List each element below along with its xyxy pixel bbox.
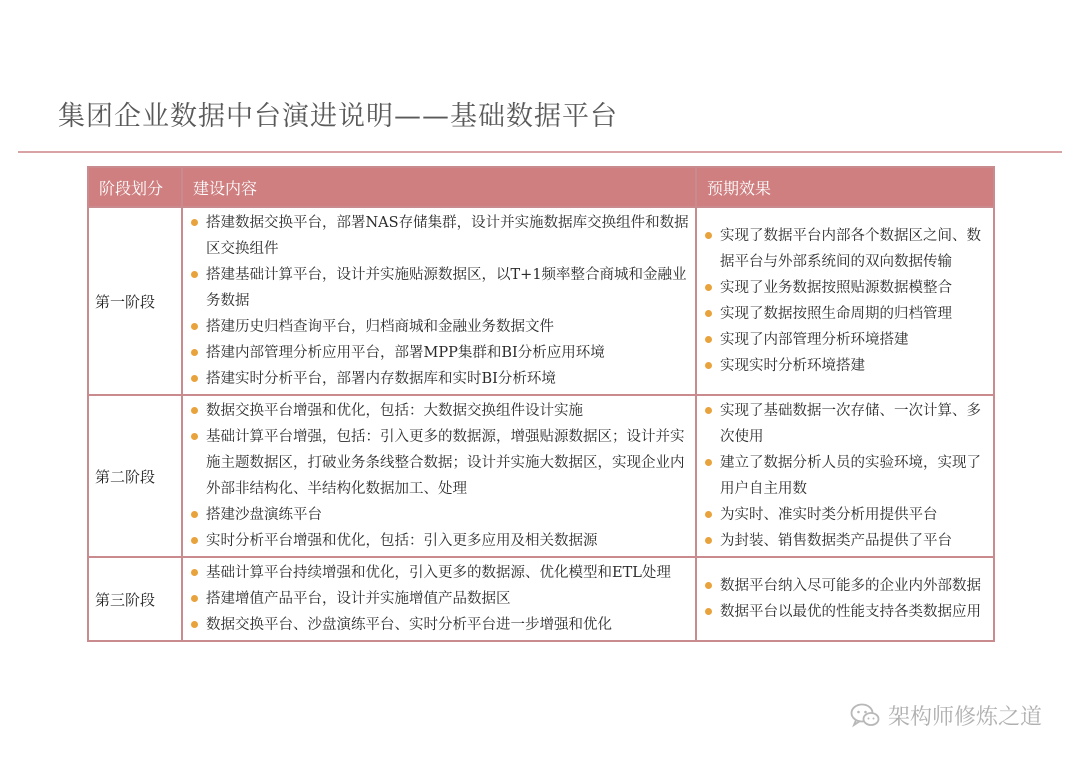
list-item	[703, 223, 987, 275]
list-item	[189, 502, 689, 528]
bullet-icon	[705, 459, 712, 466]
list-item	[703, 528, 987, 554]
effect-list	[703, 223, 987, 379]
list-item	[189, 314, 689, 340]
bullet-icon	[705, 310, 712, 317]
effect-cell	[696, 207, 994, 395]
content-list	[189, 210, 689, 392]
bullet-icon	[191, 569, 198, 576]
stage-table	[87, 166, 995, 642]
table-row	[88, 557, 994, 641]
effect-list	[703, 573, 987, 625]
list-item	[189, 398, 689, 424]
list-item-text: 搭建内部管理分析应用平台，部署MPP集群和BI分析应用环境	[206, 345, 605, 361]
bullet-icon	[705, 362, 712, 369]
list-item	[703, 327, 987, 353]
bullet-icon	[191, 511, 198, 518]
list-item	[189, 366, 689, 392]
bullet-icon	[191, 375, 198, 382]
list-item-text: 搭建数据交换平台，部署NAS存储集群，设计并实施数据库交换组件和数据区交换组件	[206, 215, 689, 257]
bullet-icon	[705, 336, 712, 343]
list-item	[703, 599, 987, 625]
list-item-text: 基础计算平台持续增强和优化，引入更多的数据源、优化模型和ETL处理	[206, 565, 671, 581]
list-item-text: 实时分析平台增强和优化，包括：引入更多应用及相关数据源	[206, 533, 598, 549]
wechat-icon	[850, 703, 880, 729]
bullet-icon	[191, 219, 198, 226]
list-item-text: 基础计算平台增强，包括：引入更多的数据源，增强贴源数据区；设计并实施主题数据区，打破业务条线整合数据；设计并实施大数据区，实现企业内外部非结构化、半结构化数据加工、处理	[206, 429, 685, 497]
watermark-text: 架构师修炼之道	[887, 705, 1042, 730]
bullet-icon	[191, 433, 198, 440]
list-item	[703, 353, 987, 379]
list-item	[189, 210, 689, 262]
table-row	[88, 395, 994, 557]
list-item-text: 数据交换平台、沙盘演练平台、实时分析平台进一步增强和优化	[206, 617, 612, 633]
list-item	[189, 528, 689, 554]
stage-label: 第三阶段	[88, 557, 182, 641]
bullet-icon	[191, 595, 198, 602]
list-item	[703, 398, 987, 450]
title-divider	[18, 151, 1062, 153]
content-cell	[182, 207, 696, 395]
content-cell	[182, 557, 696, 641]
bullet-icon	[705, 537, 712, 544]
list-item-text: 实现了业务数据按照贴源数据模整合	[720, 280, 952, 296]
list-item-text: 建立了数据分析人员的实验环境，实现了用户自主用数	[720, 455, 981, 497]
effect-cell	[696, 395, 994, 557]
list-item	[189, 560, 689, 586]
list-item	[703, 573, 987, 599]
bullet-icon	[705, 511, 712, 518]
list-item-text: 实现实时分析环境搭建	[720, 358, 865, 374]
table-header-row	[88, 167, 994, 207]
stage-label: 第二阶段	[88, 395, 182, 557]
bullet-icon	[191, 407, 198, 414]
list-item-text: 实现了基础数据一次存储、一次计算、多次使用	[720, 403, 981, 445]
list-item-text: 数据交换平台增强和优化，包括：大数据交换组件设计实施	[206, 403, 583, 419]
bullet-icon	[191, 323, 198, 330]
list-item-text: 为实时、准实时类分析用提供平台	[720, 507, 938, 523]
bullet-icon	[191, 349, 198, 356]
list-item	[189, 262, 689, 314]
list-item-text: 搭建增值产品平台，设计并实施增值产品数据区	[206, 591, 511, 607]
bullet-icon	[705, 582, 712, 589]
page-title: 集团企业数据中台演进说明——基础数据平台	[58, 101, 618, 132]
content-cell	[182, 395, 696, 557]
table-row	[88, 207, 994, 395]
bullet-icon	[191, 537, 198, 544]
list-item-text: 搭建实时分析平台，部署内存数据库和实时BI分析环境	[206, 371, 556, 387]
header-content: 建设内容	[182, 167, 696, 207]
stage-label: 第一阶段	[88, 207, 182, 395]
content-list	[189, 398, 689, 554]
content-list	[189, 560, 689, 638]
watermark	[850, 700, 1042, 731]
list-item-text: 实现了数据按照生命周期的归档管理	[720, 306, 952, 322]
effect-list	[703, 398, 987, 554]
list-item	[189, 340, 689, 366]
list-item-text: 为封装、销售数据类产品提供了平台	[720, 533, 952, 549]
list-item	[703, 301, 987, 327]
list-item	[703, 502, 987, 528]
list-item-text: 实现了内部管理分析环境搭建	[720, 332, 909, 348]
bullet-icon	[705, 608, 712, 615]
list-item-text: 搭建基础计算平台，设计并实施贴源数据区，以T+1频率整合商城和金融业务数据	[206, 267, 687, 309]
list-item	[189, 612, 689, 638]
list-item-text: 实现了数据平台内部各个数据区之间、数据平台与外部系统间的双向数据传输	[720, 228, 981, 270]
bullet-icon	[705, 407, 712, 414]
header-effect: 预期效果	[696, 167, 994, 207]
list-item	[189, 424, 689, 502]
bullet-icon	[191, 621, 198, 628]
list-item	[703, 275, 987, 301]
list-item-text: 数据平台纳入尽可能多的企业内外部数据	[720, 578, 981, 594]
bullet-icon	[191, 271, 198, 278]
list-item-text: 搭建沙盘演练平台	[206, 507, 322, 523]
header-stage: 阶段划分	[88, 167, 182, 207]
bullet-icon	[705, 232, 712, 239]
list-item	[703, 450, 987, 502]
effect-cell	[696, 557, 994, 641]
list-item-text: 数据平台以最优的性能支持各类数据应用	[720, 604, 981, 620]
list-item	[189, 586, 689, 612]
list-item-text: 搭建历史归档查询平台，归档商城和金融业务数据文件	[206, 319, 554, 335]
bullet-icon	[705, 284, 712, 291]
